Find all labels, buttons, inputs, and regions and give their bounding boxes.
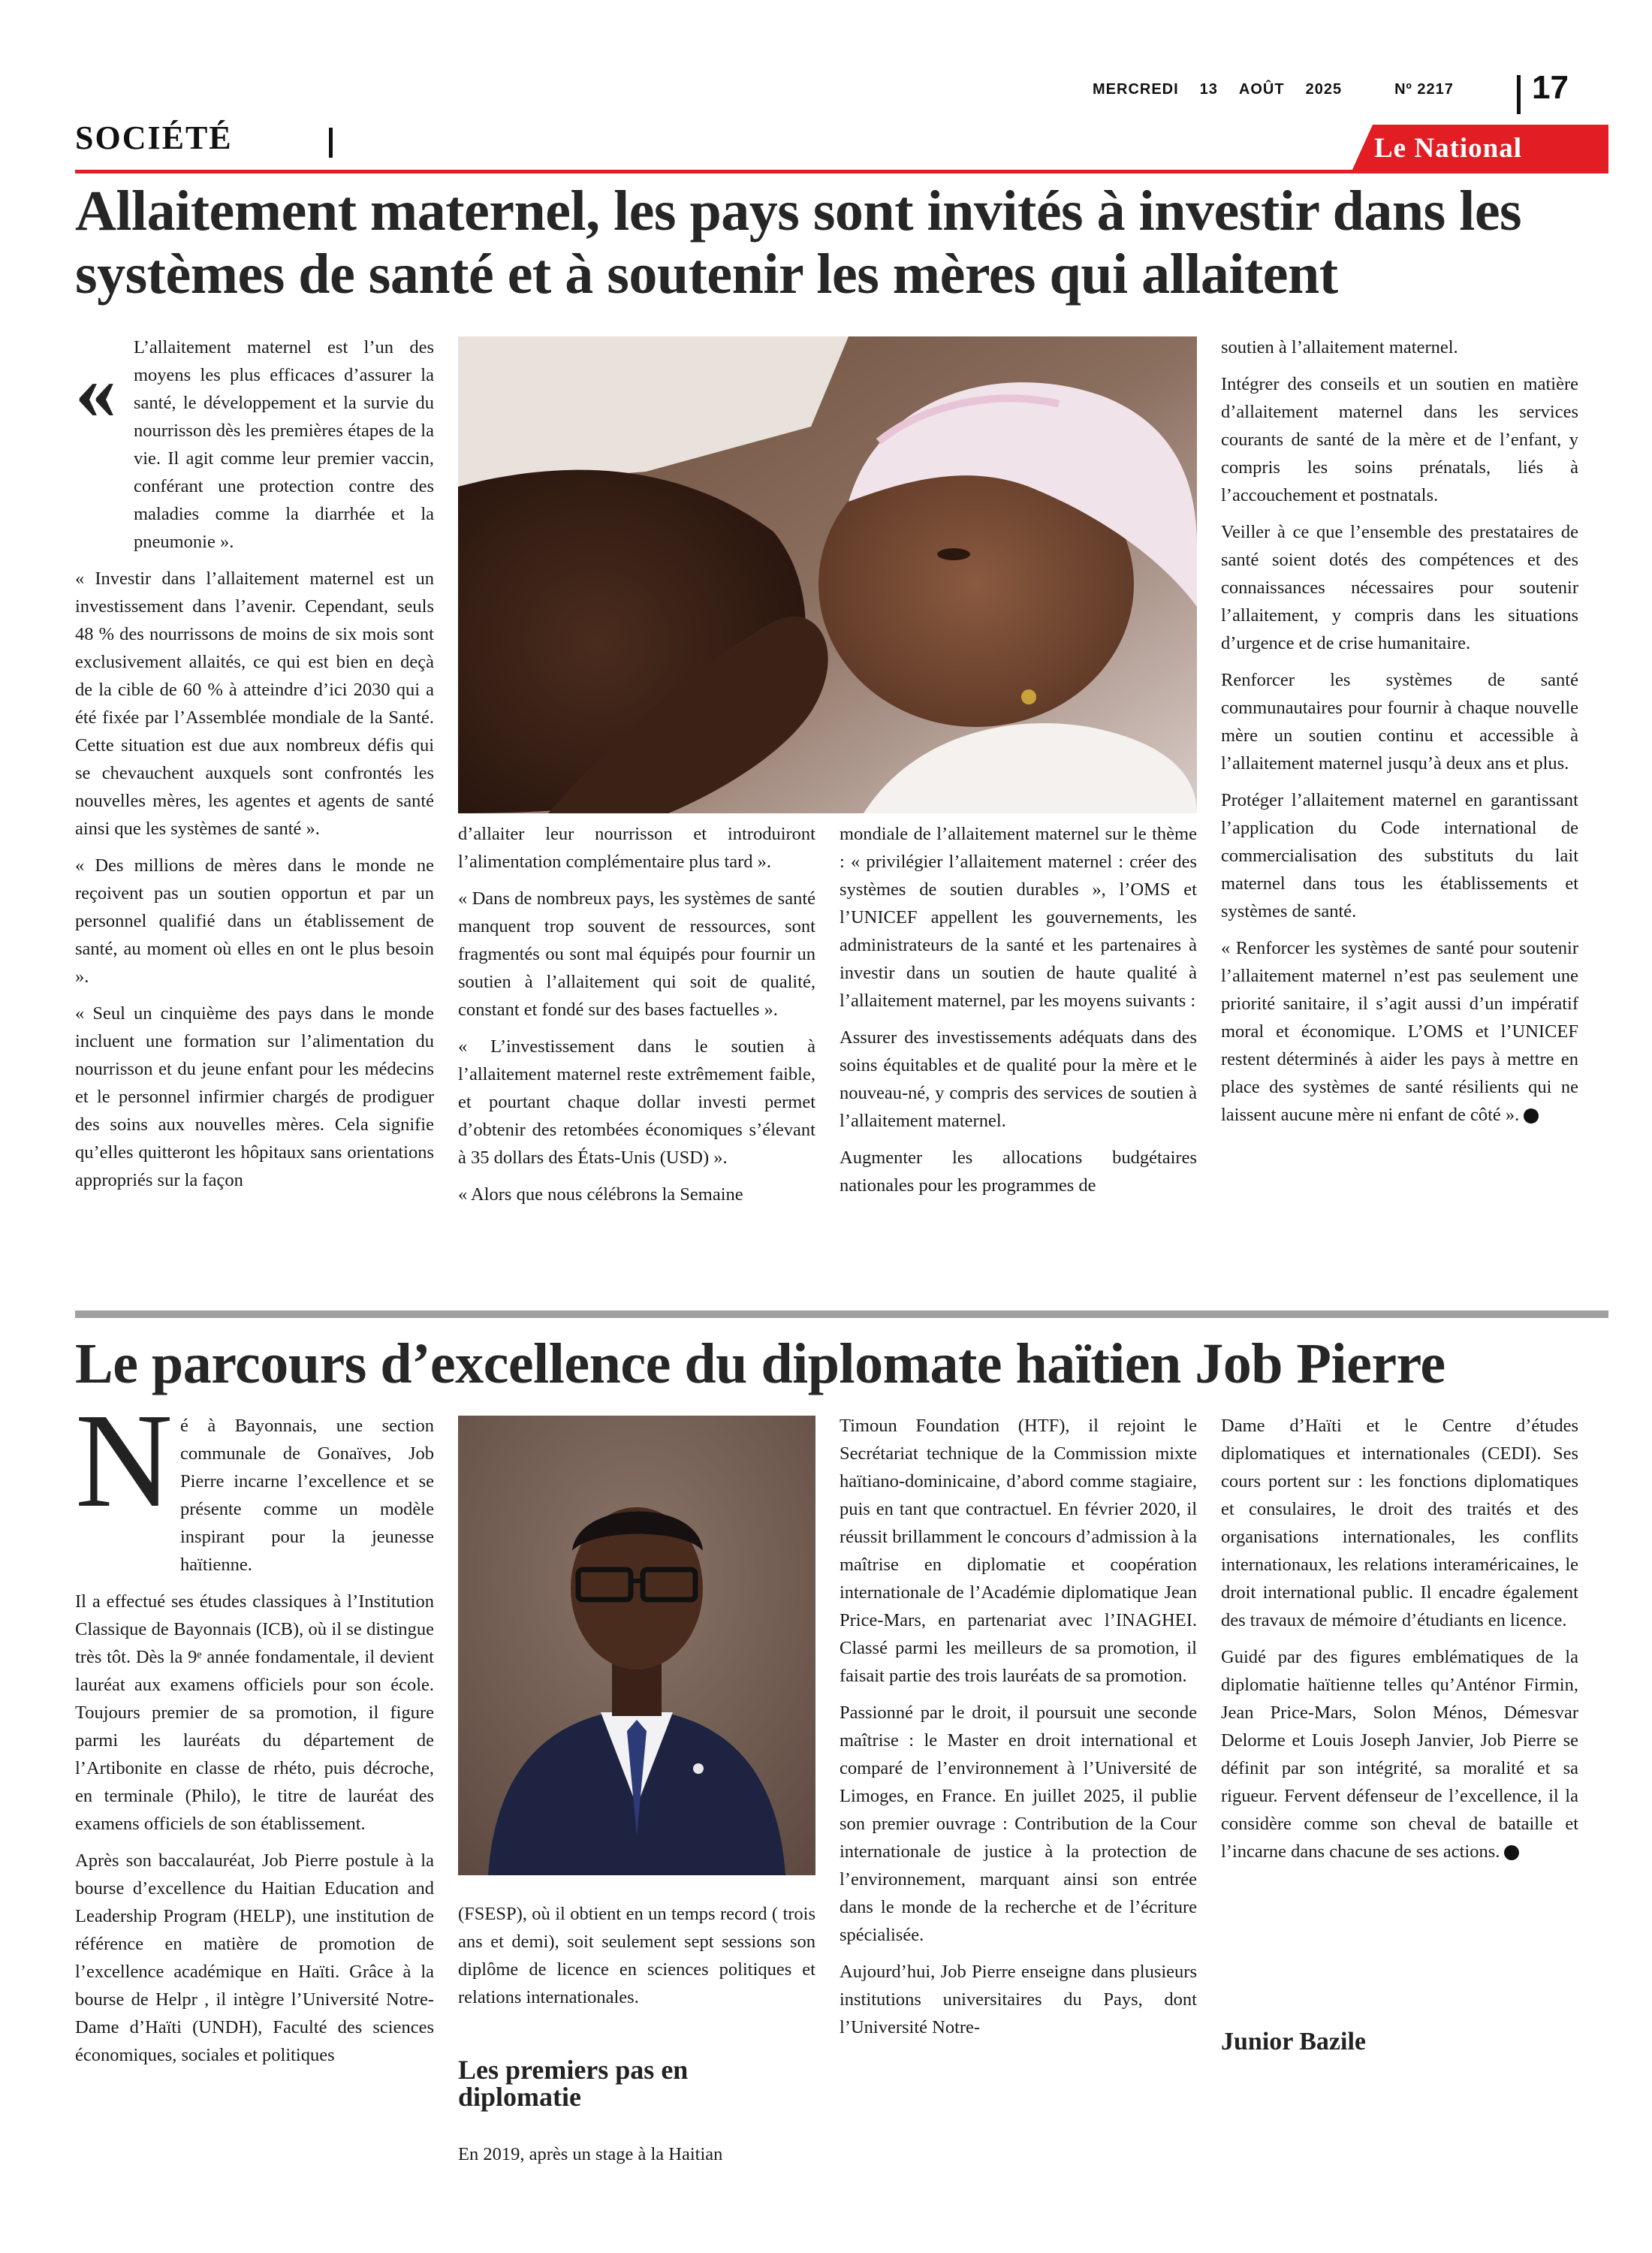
article1-column-2: [458, 820, 815, 1217]
year: 2025: [1305, 81, 1343, 98]
section-divider: [329, 128, 333, 158]
paragraph: d’allaiter leur nourrisson et introduiront l’alimentation complémentaire plus tard ».: [458, 824, 815, 872]
end-mark-icon: [1524, 1108, 1539, 1123]
paragraph: « Dans de nombreux pays, les systèmes de santé manquent trop souvent de ressources, sont fragmentés ou sont mal équipés pour fournir un soutien à l’allaitement qui soit de qualité, constant et fondé sur des bases factuelles ».: [458, 888, 815, 1020]
breastfeeding-photo: [458, 336, 1197, 813]
subheading: Les premiers pas en diplomatie: [458, 2055, 689, 2112]
paragraph: mondiale de l’allaitement maternel sur le thème : « privilégier l’allaitement maternel : créer des systèmes de soutien durables », l’OMS et l’UNICEF appellent les gouvernements, les administrateurs de la santé et les partenaires à investir dans un soutien de haute qualité à l’allaitement maternel, par les moyens suivants :: [840, 824, 1197, 1011]
paragraph: « L’investissement dans le soutien à l’allaitement maternel reste extrêmement faible, et pourtant chaque dollar investi permet d’obtenir des retombées économiques s’élevant à 35 dollars des États-Unis (USD) ».: [458, 1036, 815, 1168]
paragraph: Après son baccalauréat, Job Pierre postule à la bourse d’excellence du Haitian Education and Leadership Program (HELP), une institution de référence en matière de promotion de l’excellence académique en Haïti. Grâce à la bourse de Helpr , il intègre l’Université Notre-Dame d’Haïti (UNDH), Faculté des sciences économiques, sociales et politiques: [75, 1850, 434, 2065]
paragraph: « Investir dans l’allaitement maternel est un investissement dans l’avenir. Cependant, seuls 48 % des nourrissons de moins de six mois sont exclusivement allaités, ce qui est bien en deçà de la cible de 60 % à atteindre d’ici 2030 qui a été fixée par l’Assemblée mondiale de la Santé. Cette situation est due aux nombreux défis qui se chevauchent auxquels sont confrontés les nouvelles mères, les agentes et agents de santé ainsi que les systèmes de santé ».: [75, 569, 434, 839]
header-rule: [75, 170, 1608, 173]
brand-name: Le National: [1374, 133, 1523, 164]
paragraph-last: [1221, 1643, 1578, 1865]
article1-headline: [75, 180, 1614, 306]
paragraph: « Alors que nous célébrons la Semaine: [458, 1184, 743, 1205]
paragraph-text: « Renforcer les systèmes de santé pour soutenir l’allaitement maternel n’est pas seulement une priorité sanitaire, il s’agit aussi d’un impératif moral et économique. L’OMS et l’UNICEF restent déterminés à aider les pays à mettre en place des systèmes de santé résilients qui ne laissent aucune mère ni enfant de côté ».: [1221, 938, 1578, 1125]
issue-number: Nº 2217: [1394, 81, 1454, 98]
article2-headline: Le parcours d’excellence du diplomate haïtien Job Pierre: [75, 1332, 1446, 1395]
article1-column-1: [75, 333, 434, 1203]
paragraph: [75, 1412, 434, 1579]
paragraph-text: é à Bayonnais, une section communale de Gonaïves, Job Pierre incarne l’excellence et se présente comme un modèle inspirant pour la jeunesse haïtienne.: [180, 1416, 434, 1575]
portrait-photo: [458, 1416, 815, 1875]
paragraph: Aujourd’hui, Job Pierre enseigne dans plusieurs institutions universitaires du Pays, dont l’Université Notre-: [840, 1962, 1197, 2037]
article2-column-1: [75, 1412, 434, 2078]
article1-column-4: [1221, 333, 1578, 1138]
header-divider: [1517, 75, 1521, 114]
paragraph: En 2019, après un stage à la Haitian: [458, 2144, 723, 2164]
date-number: 13: [1199, 81, 1218, 98]
paragraph: soutien à l’allaitement maternel.: [1221, 337, 1458, 357]
issue-info: [1093, 81, 1475, 98]
article2-column-4: [1221, 1412, 1578, 1874]
paragraph: « Des millions de mères dans le monde ne reçoivent pas un soutien opportun et par un personnel qualifié dans un établissement de santé, au moment où elles en ont le plus besoin ».: [75, 855, 434, 987]
portrait-photo-illustration: [458, 1416, 815, 1875]
paragraph: L’allaitement maternel est l’un des moyens les plus efficaces d’assurer la santé, le développement et la survie du nourrisson dès les premières étapes de la vie. Il agit comme leur premier vaccin, conférant une protection contre des maladies comme la diarrhée et la pneumonie ».: [134, 337, 434, 552]
section-title: SOCIÉTÉ: [75, 119, 233, 156]
paragraph: Veiller à ce que l’ensemble des prestataires de santé soient dotés des compétences et des connaissances nécessaires pour soutenir l’allaitement, y compris dans les situations d’urgence et de crise humanitaire.: [1221, 522, 1578, 653]
article2-column-2b: [458, 2140, 815, 2177]
paragraph: (FSESP), où il obtient en un temps record ( trois ans et demi), soit seulement sept sessions son diplôme de licence en sciences politiques et relations internationales.: [458, 1904, 815, 2007]
paragraph-text: Guidé par des figures emblématiques de la diplomatie haïtienne telles qu’Anténor Firmin, Jean Price-Mars, Solon Ménos, Démesvar Delorme et Louis Joseph Janvier, Job Pierre se définit par son intégrité, sa moralité et sa rigueur. Fervent défenseur de l’excellence, il la considère comme son cheval de bataille et l’incarne dans chacune de ses actions.: [1221, 1647, 1578, 1862]
article1-headline-line1: Allaitement maternel, les pays sont invités à investir dans les: [75, 179, 1522, 243]
paragraph: Passionné par le droit, il poursuit une seconde maîtrise : le Master en droit international et comparé de l’environnement à l’Université de Limoges, en France. En juillet 2025, il publie son premier ouvrage : Contribution de la Cour internationale de justice à la protection de l’environnement, marquant ainsi son entrée dans le monde de la recherche et de l’écriture spécialisée.: [840, 1703, 1197, 1945]
paragraph: Intégrer des conseils et un soutien en matière d’allaitement maternel dans les services courants de santé de la mère et de l’enfant, y compris les soins prénatals, liés à l’accouchement et postnatals.: [1221, 374, 1578, 505]
day: MERCREDI: [1093, 81, 1179, 98]
breastfeeding-photo-illustration: [458, 336, 1197, 813]
end-mark-icon: [1504, 1845, 1519, 1860]
article2-column-2: [458, 1900, 815, 2020]
paragraph: Il a effectué ses études classiques à l’Institution Classique de Bayonnais (ICB), où il se distingue très tôt. Dès la 9ᵉ année fondamentale, il devient lauréat aux examens officiels pour son école. Toujours premier de sa promotion, il figure parmi les lauréats du département de l’Artibonite en classe de rhéto, puis décroche, en terminale (Philo), le titre de lauréat des examens officiels de son établissement.: [75, 1591, 434, 1834]
paragraph: Timoun Foundation (HTF), il rejoint le Secrétariat technique de la Commission mixte haïtiano-dominicaine, d’abord comme stagiaire, puis en tant que contractuel. En février 2020, il réussit brillamment le concours d’admission à la maîtrise en diplomatie et coopération internationale de l’Académie diplomatique Jean Price-Mars, en partenariat avec l’INAGHEI. Classé parmi les meilleurs de sa promotion, il faisait partie des trois lauréats de sa promotion.: [840, 1416, 1197, 1686]
paragraph: « Seul un cinquième des pays dans le monde incluent une formation sur l’alimentation du nourrisson et du jeune enfant pour les médecins et le personnel infirmier chargés de prodiguer des soins aux nouvelles mères. Cela signifie qu’elles quitteront les hôpitaux sans orientations appropriés sur la façon: [75, 1003, 434, 1190]
paragraph: Augmenter les allocations budgétaires nationales pour les programmes de: [840, 1148, 1197, 1196]
paragraph: Assurer des investissements adéquats dans des soins équitables et de qualité pour la mère et le nouveau-né, y compris des services de soutien à l’allaitement maternel.: [840, 1027, 1197, 1131]
paragraph: Dame d’Haïti et le Centre d’études diplomatiques et internationales (CEDI). Ses cours portent sur : les fonctions diplomatiques et consulaires, le droit des traités et des organisations internationales, les conflits internationaux, les relations interaméricaines, le droit international public. Il encadre également des travaux de mémoire d’étudiants en licence.: [1221, 1416, 1578, 1630]
month: AOÛT: [1238, 81, 1285, 98]
page-number: 17: [1532, 69, 1569, 106]
drop-cap: N: [75, 1386, 173, 1535]
author-signature: Junior Bazile: [1221, 2028, 1366, 2055]
article-divider: [75, 1310, 1608, 1318]
article1-column-3: [840, 820, 1197, 1208]
paragraph: Protéger l’allaitement maternel en garantissant l’application du Code international de commercialisation des substituts du lait maternel dans tous les établissements et systèmes de santé.: [1221, 790, 1578, 921]
article1-headline-line2: systèmes de santé et à soutenir les mères qui allaitent: [75, 242, 1338, 306]
paragraph-last: [1221, 934, 1578, 1129]
article2-column-3: [840, 1412, 1197, 2050]
opening-quote-mark: «: [75, 345, 116, 436]
paragraph: Renforcer les systèmes de santé communautaires pour fournir à chaque nouvelle mère un soutien continu et accessible à l’allaitement maternel jusqu’à deux ans et plus.: [1221, 670, 1578, 774]
